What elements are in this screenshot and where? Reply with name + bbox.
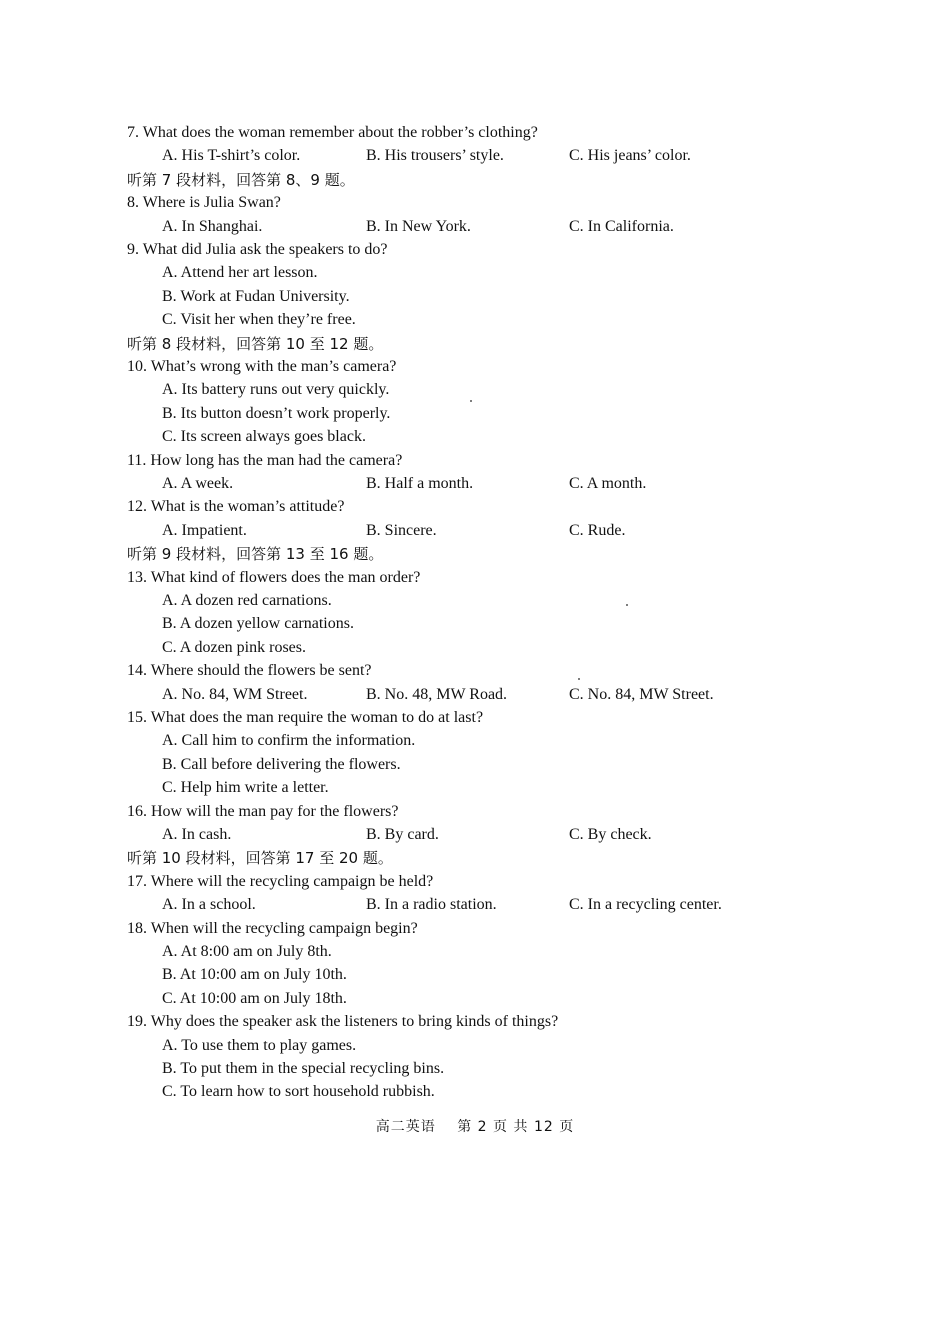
option-b: B. Sincere. <box>366 522 437 539</box>
option-item: B. Work at Fudan University. <box>162 288 350 305</box>
option-b: B. In a radio station. <box>366 896 497 913</box>
option-item: C. Visit her when they’re free. <box>162 311 356 328</box>
option-a: A. In a school. <box>162 896 256 913</box>
option-c: C. In a recycling center. <box>569 896 722 913</box>
option-c: C. By check. <box>569 826 652 843</box>
option-item: A. To use them to play games. <box>162 1037 357 1054</box>
option-item: A. A dozen red carnations. <box>162 592 332 609</box>
question-text: 11. How long has the man had the camera? <box>127 452 403 469</box>
option-a: A. His T-shirt’s color. <box>162 147 301 164</box>
option-c: C. No. 84, MW Street. <box>569 686 714 703</box>
question-text: 8. Where is Julia Swan? <box>127 194 281 211</box>
option-a: A. No. 84, WM Street. <box>162 686 308 703</box>
section-instruction: 听第 10 段材料，回答第 17 至 20 题。 <box>127 849 393 867</box>
option-item: C. To learn how to sort household rubbish. <box>162 1083 435 1100</box>
question-text: 14. Where should the flowers be sent? <box>127 662 372 679</box>
option-item: B. Its button doesn’t work properly. <box>162 405 391 422</box>
option-c: C. In California. <box>569 218 674 235</box>
footer-page-info: 第 2 页 共 12 页 <box>457 1119 575 1135</box>
option-item: C. A dozen pink roses. <box>162 639 306 656</box>
option-item: C. Its screen always goes black. <box>162 428 366 445</box>
question-text: 13. What kind of flowers does the man order? <box>127 569 421 586</box>
option-a: A. Impatient. <box>162 522 247 539</box>
option-item: C. Help him write a letter. <box>162 779 329 796</box>
question-text: 9. What did Julia ask the speakers to do? <box>127 241 388 258</box>
footer-subject: 高二英语 <box>375 1119 436 1135</box>
option-item: A. Attend her art lesson. <box>162 264 318 281</box>
option-item: A. Call him to confirm the information. <box>162 732 416 749</box>
question-text: 10. What’s wrong with the man’s camera? <box>127 358 397 375</box>
question-text: 17. Where will the recycling campaign be held? <box>127 873 434 890</box>
question-text: 16. How will the man pay for the flowers? <box>127 803 399 820</box>
scan-speck <box>626 604 628 606</box>
section-instruction: 听第 9 段材料，回答第 13 至 16 题。 <box>127 545 384 563</box>
question-text: 15. What does the man require the woman to do at last? <box>127 709 484 726</box>
page-footer <box>0 1116 950 1136</box>
option-b: B. Half a month. <box>366 475 474 492</box>
option-b: B. In New York. <box>366 218 471 235</box>
option-b: B. No. 48, MW Road. <box>366 686 508 703</box>
section-instruction: 听第 8 段材料，回答第 10 至 12 题。 <box>127 335 384 353</box>
question-text: 12. What is the woman’s attitude? <box>127 498 345 515</box>
option-item: B. Call before delivering the flowers. <box>162 756 401 773</box>
option-item: C. At 10:00 am on July 18th. <box>162 990 347 1007</box>
option-item: A. Its battery runs out very quickly. <box>162 381 390 398</box>
question-text: 19. Why does the speaker ask the listeners to bring kinds of things? <box>127 1013 559 1030</box>
option-item: B. At 10:00 am on July 10th. <box>162 966 347 983</box>
option-c: C. A month. <box>569 475 647 492</box>
option-c: C. Rude. <box>569 522 626 539</box>
scan-speck <box>578 678 580 680</box>
scan-speck <box>470 400 472 402</box>
option-a: A. A week. <box>162 475 234 492</box>
option-item: A. At 8:00 am on July 8th. <box>162 943 332 960</box>
question-text: 18. When will the recycling campaign begin? <box>127 920 418 937</box>
option-item: B. To put them in the special recycling bins. <box>162 1060 445 1077</box>
option-a: A. In Shanghai. <box>162 218 263 235</box>
option-c: C. His jeans’ color. <box>569 147 691 164</box>
option-b: B. His trousers’ style. <box>366 147 504 164</box>
option-a: A. In cash. <box>162 826 232 843</box>
option-b: B. By card. <box>366 826 439 843</box>
section-instruction: 听第 7 段材料，回答第 8、9 题。 <box>127 171 355 189</box>
option-item: B. A dozen yellow carnations. <box>162 615 354 632</box>
question-text: 7. What does the woman remember about the robber’s clothing? <box>127 124 538 141</box>
